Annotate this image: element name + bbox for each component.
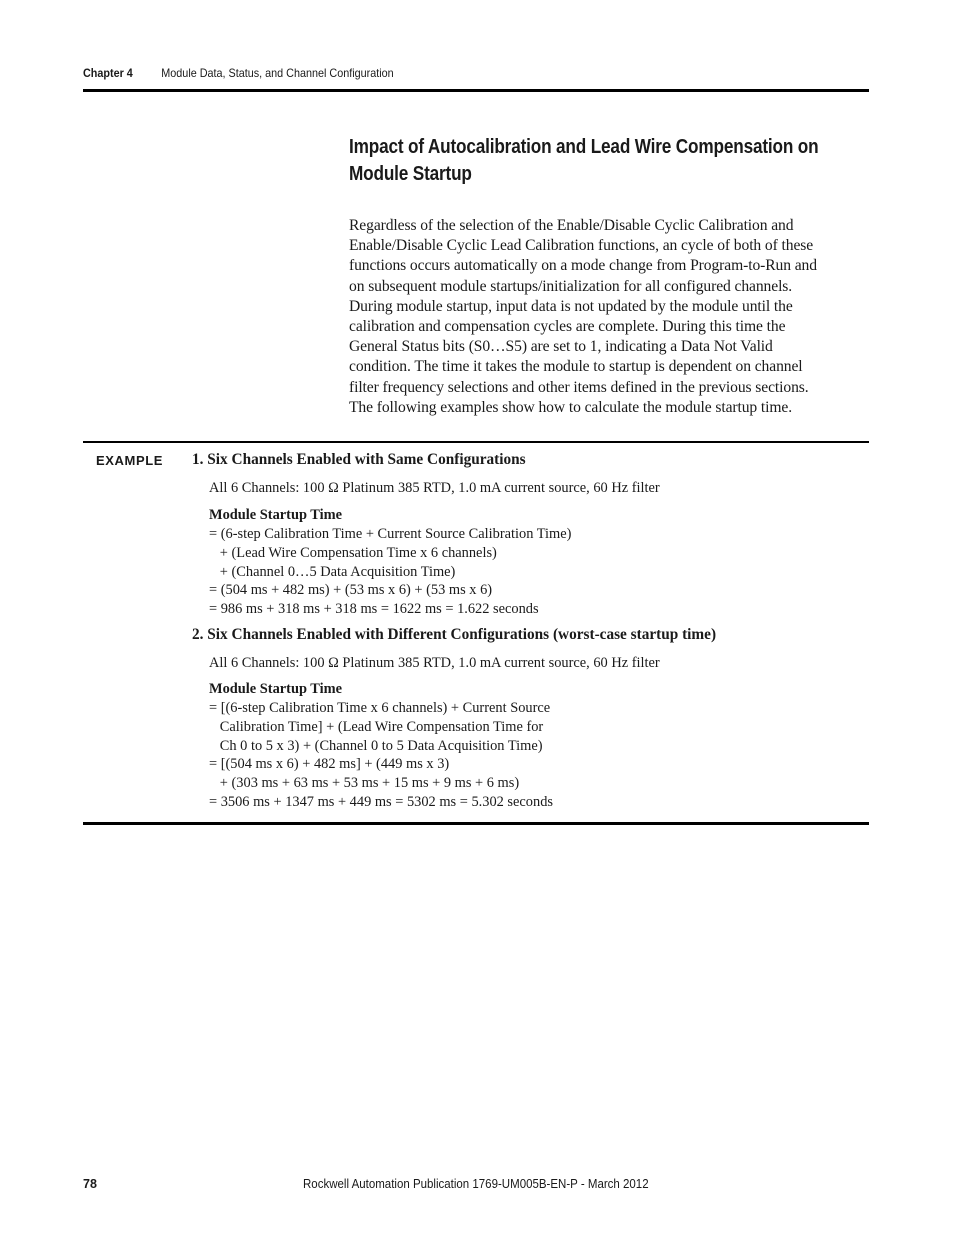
calc-line: = [(6-step Calibration Time x 6 channels) + Current Source <box>209 700 551 716</box>
body-line: on subsequent module startups/initialization for all configured channels. <box>349 277 793 295</box>
heading-line: Module Startup <box>349 163 472 185</box>
example-1-title: 1. Six Channels Enabled with Same Configurations <box>192 451 526 468</box>
example-2-calculation <box>209 699 553 812</box>
example-1-calc-title: Module Startup Time <box>209 507 342 523</box>
body-paragraph <box>349 216 869 418</box>
chapter-label: Chapter 4 <box>83 66 133 80</box>
body-line: During module startup, input data is not updated by the module until the <box>349 297 793 315</box>
body-line: functions occurs automatically on a mode change from Program-to-Run and <box>349 257 817 275</box>
body-line: calibration and compensation cycles are complete. During this time the <box>349 318 786 336</box>
body-line: Regardless of the selection of the Enable/Disable Cyclic Calibration and <box>349 217 794 234</box>
example-1-calculation <box>209 525 571 619</box>
chapter-title: Module Data, Status, and Channel Configuration <box>161 66 394 80</box>
header-rule <box>83 89 869 92</box>
example-top-rule <box>83 441 869 443</box>
example-2-calc-title: Module Startup Time <box>209 681 342 697</box>
section-heading <box>349 134 831 188</box>
calc-line: = [(504 ms x 6) + 482 ms] + (449 ms x 3) <box>209 756 450 773</box>
example-bottom-rule <box>83 822 869 825</box>
calc-line: = 3506 ms + 1347 ms + 449 ms = 5302 ms = 5.302 seconds <box>209 793 553 810</box>
body-line: Enable/Disable Cyclic Lead Calibration functions, an cycle of both of these <box>349 237 814 255</box>
example-2-title: 2. Six Channels Enabled with Different Configurations (worst-case startup time) <box>192 626 717 643</box>
calc-line: Ch 0 to 5 x 3) + (Channel 0 to 5 Data Acquisition Time) <box>209 737 543 754</box>
publication-info: Rockwell Automation Publication 1769-UM005B-EN-P - March 2012 <box>303 1177 649 1191</box>
calc-line: + (Lead Wire Compensation Time x 6 channels) <box>209 544 497 561</box>
running-header <box>83 66 790 80</box>
calc-line: + (Channel 0…5 Data Acquisition Time) <box>209 563 456 580</box>
calc-line: = 986 ms + 318 ms + 318 ms = 1622 ms = 1.622 seconds <box>209 601 539 618</box>
example-2-config: All 6 Channels: 100 Ω Platinum 385 RTD, 1.0 mA current source, 60 Hz filter <box>209 655 660 671</box>
page-number: 78 <box>83 1177 97 1191</box>
example-label: EXAMPLE <box>96 453 164 468</box>
body-line: General Status bits (S0…S5) are set to 1, indicating a Data Not Valid <box>349 338 773 356</box>
calc-line: = (6-step Calibration Time + Current Source Calibration Time) <box>209 526 572 542</box>
body-line: condition. The time it takes the module to startup is dependent on channel <box>349 358 803 376</box>
calc-line: Calibration Time] + (Lead Wire Compensation Time for <box>209 718 544 735</box>
heading-line: Impact of Autocalibration and Lead Wire Compensation on <box>349 136 819 158</box>
body-line: The following examples show how to calculate the module startup time. <box>349 398 793 416</box>
calc-line: = (504 ms + 482 ms) + (53 ms x 6) + (53 ms x 6) <box>209 582 493 599</box>
body-line: filter frequency selections and other items defined in the previous sections. <box>349 378 809 396</box>
calc-line: + (303 ms + 63 ms + 53 ms + 15 ms + 9 ms + 6 ms) <box>209 775 520 792</box>
example-1-config: All 6 Channels: 100 Ω Platinum 385 RTD, 1.0 mA current source, 60 Hz filter <box>209 480 660 496</box>
